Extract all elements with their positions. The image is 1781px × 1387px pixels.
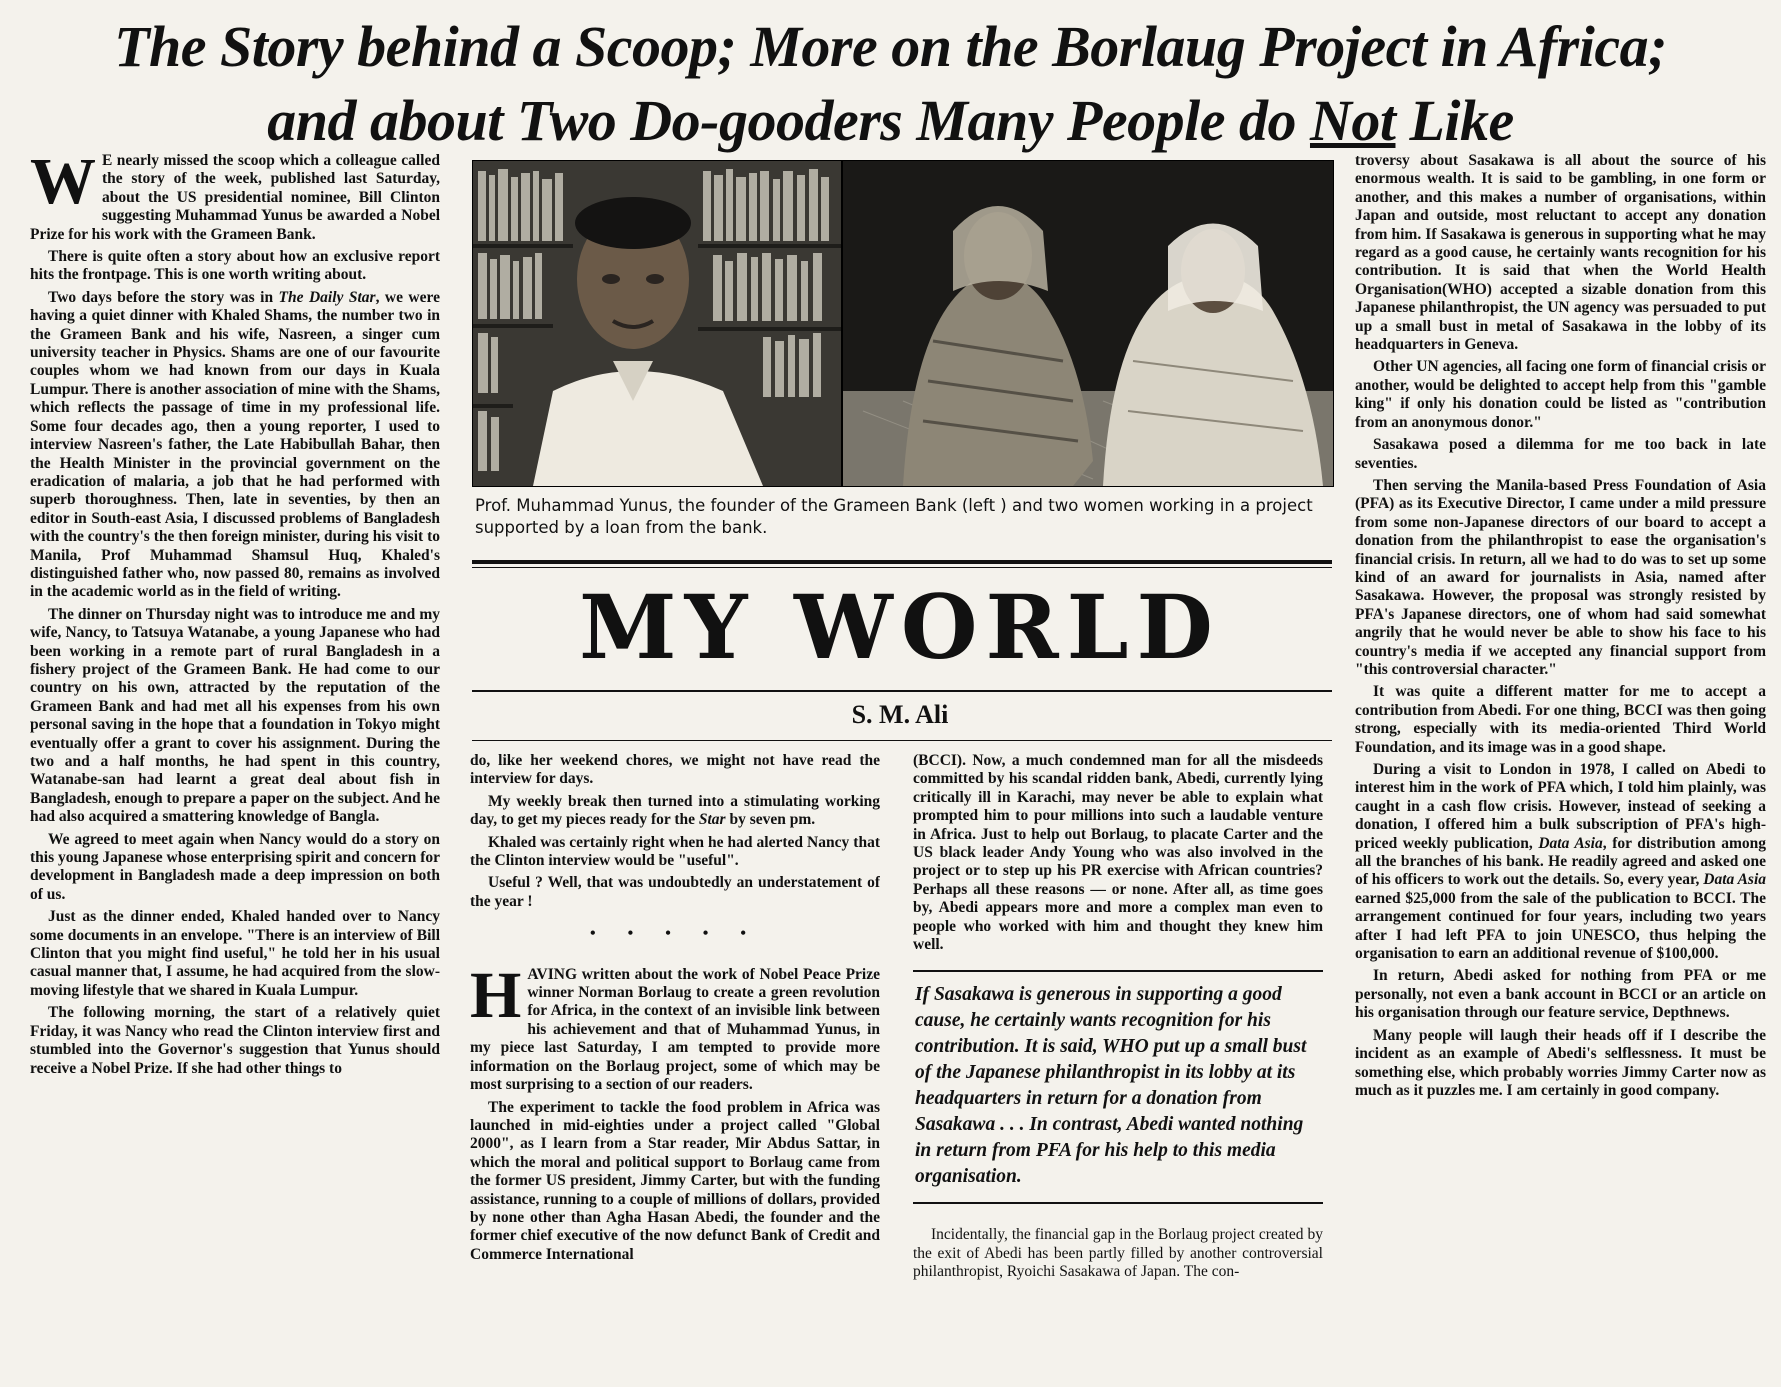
photo-caption: Prof. Muhammad Yunus, the founder of the Grameen Bank (left ) and two women working in a project supported by a loan from the bank. — [475, 496, 1313, 537]
photo-muhammad-yunus — [472, 160, 842, 487]
paragraph — [1355, 761, 1766, 963]
paragraph — [470, 958, 880, 1095]
paragraph — [30, 152, 440, 244]
photo-women-graphic — [843, 161, 1333, 486]
paragraph-text: AVING written about the work of Nobel Peace Prize winner Norman Borlaug to create a green revolution for Africa, in the context of an invisible link between his achievement and that of Muhammad Yunus, in my piece last Saturday, I am tempted to provide more information on the Borlaug project, some of which may be most surprising to a section of our readers. — [470, 965, 880, 1094]
paragraph: We agreed to meet again when Nancy would do a story on this young Japanese whose enterprising spirit and concern for development in Bangladesh made a deep impression on both of us. — [30, 830, 440, 903]
paragraph-text: Two days before the story was in — [48, 288, 279, 306]
paragraph-text: , for distribution among all the branches of his bank. He readily agreed and asked one of his officers to work out the details. So, every year, — [1355, 834, 1766, 889]
paragraph-text: E nearly missed the scoop which a colleague called the story of the week, published last Saturday, about the US presidential nominee, Bill Clinton suggesting Muhammad Yunus be awarded a Nobel Prize for his work with the Grameen Bank. — [30, 152, 440, 243]
paragraph-text: , we were having a quiet dinner with Khaled Shams, the number two in the Grameen Bank and his wife, Nasreen, a singer cum university teacher in Physics. Shams are one of our favourite couples whom we had known from our days in Kuala Lumpur. There is another association of mine with the Shams, which reflects the passage of time in my professional life. Some four decades ago, then a young reporter, I used to interview Nasreen's father, the Late Habibullah Bahar, then the Health Minister in the provincial government on the eradication of malaria, a job that he had performed with superb thoroughness. Then, late in seventies, by then an editor in South-east Asia, I discussed problems of Bangladesh with the country's the then foreign minister, during his visit to Manila, Prof Muhammad Shamsul Huq, Khaled's distinguished father who, now passed 80, remains as involved in the academic world as in the field of writing. — [30, 288, 440, 601]
section-separator: • • • • • — [589, 925, 760, 943]
article-column-1 — [30, 152, 440, 1380]
divider-byline — [472, 740, 1332, 741]
article-column-2 — [470, 752, 880, 1380]
paragraph: There is quite often a story about how an exclusive report hits the frontpage. This is one worth writing about. — [30, 248, 440, 284]
paragraph: Other UN agencies, all facing one form of financial crisis or another, would be delighted to accept help from this "gamble king" if only his donation could be listed as "contribution from an anonymous donor." — [1355, 358, 1766, 431]
publication-name: Data Asia — [1538, 834, 1603, 852]
paragraph: Just as the dinner ended, Khaled handed over to Nancy some documents in an envelope. "There is an interview of Bill Clinton that you might find useful," he told her in his usual casual manner that, I assume, he had acquired from the slow-moving lifestyle that we shared in Kuala Lumpur. — [30, 908, 440, 999]
drop-cap: W — [30, 152, 96, 218]
pull-quote: If Sasakawa is generous in supporting a good cause, he certainly wants recognition for his contribution. It is said, WHO put up a small bust of the Japanese philanthropist in its lobby at its headquarters in return for a donation from Sasakawa . . . In contrast, Abedi wanted nothing in return from PFA for his help to this media organisation. — [913, 970, 1323, 1204]
paragraph-text: My weekly break then turned into a stimulating working day, to get my pieces ready for the — [470, 792, 880, 829]
paragraph: In return, Abedi asked for nothing from PFA or me personally, not even a bank account in BCCI or an article on his organisation through our feature service, Depthnews. — [1355, 967, 1766, 1022]
divider-top-thin — [472, 567, 1332, 568]
paragraph: The experiment to tackle the food problem in Africa was launched in mid-eighties under a project called "Global 2000", as I learn from a Star reader, Mir Abdus Sattar, in which the moral and political support to Borlaug came from the former US president, Jimmy Carter, but with the funding assistance, running to a couple of millions of dollars, provided by none other than Agha Hasan Abedi, the founder and the former chief executive of the now defunct Bank of Credit and Commerce International — [470, 1098, 880, 1263]
headline-underlined-word: Not — [1309, 88, 1396, 153]
drop-cap: H — [470, 958, 522, 1032]
paragraph — [470, 793, 880, 830]
photo-yunus-graphic — [473, 161, 841, 486]
paragraph: do, like her weekend chores, we might not have read the interview for days. — [470, 752, 880, 788]
headline-line-2-end: Like — [1395, 88, 1514, 153]
paragraph-text: by seven pm. — [725, 811, 816, 829]
paragraph: Useful ? Well, that was undoubtedly an understatement of the year ! — [470, 874, 880, 910]
headline-line-1: The Story behind a Scoop; More on the Borlaug Project in Africa; — [114, 14, 1667, 79]
byline: S. M. Ali — [851, 700, 949, 729]
paragraph: Then serving the Manila-based Press Foundation of Asia (PFA) as its Executive Director, I came under a mild pressure from some non-Japanese directors of our board to accept a donation from the philanthropist to ease the organisation's financial crisis. In return, all we had to do was to set up some kind of an award for journalists in Asia, named after Sasakawa. However, the proposal was strongly resisted by PFA's Japanese directors, one of whom had said somewhat angrily that he would never be able to show his face to his country's media if we accepted any financial support from "this controversial character." — [1355, 476, 1766, 678]
paragraph-text: earned $25,000 from the sale of the publication to BCCI. The arrangement continued for four years, including two years after I had left PFA to join UNESCO, thus helping the organisation to earn an additional revenue of $100,000. — [1355, 889, 1766, 963]
photo-two-women-working — [842, 160, 1334, 487]
divider-bottom — [472, 690, 1332, 692]
paragraph: Many people will laugh their heads off if I describe the incident as an example of Abedi's selflessness. It must be something else, which probably worries Jimmy Carter now as much as it puzzles me. I am certainly in good company. — [1355, 1026, 1766, 1099]
newspaper-name: The Daily Star — [278, 288, 376, 306]
paragraph: The following morning, the start of a relatively quiet Friday, it was Nancy who read the Clinton interview first and stumbled into the Governor's suggestion that Yunus should receive a Nobel Prize. If she had other things to — [30, 1004, 440, 1077]
newspaper-name: Star — [698, 811, 726, 829]
headline-line-2-start: and about Two Do-gooders Many People do — [267, 88, 1310, 153]
paragraph: Sasakawa posed a dilemma for me too back in late seventies. — [1355, 436, 1766, 472]
paragraph: Khaled was certainly right when he had alerted Nancy that the Clinton interview would be "useful". — [470, 833, 880, 870]
headline — [20, 10, 1761, 158]
article-column-3 — [913, 752, 1323, 1380]
paragraph: It was quite a different matter for me to accept a contribution from Abedi. For one thing, BCCI was then going strong, especially with its media-oriented Third World Foundation, and its image was in a good shape. — [1355, 683, 1766, 756]
paragraph: (BCCI). Now, a much condemned man for all the misdeeds committed by his scandal ridden bank, Abedi, currently lying critically ill in Karachi, may never be able to explain what prompted him to pour millions into such a laudable venture in Africa. Just to help out Borlaug, to placate Carter and the US black leader Andy Young who was also involved in the project or to step up his PR exercise with African countries? Perhaps all these reasons — or none. After all, as time goes by, Abedi appears more and more a complex man even to people who worked with him and thought they knew him well. — [913, 752, 1323, 954]
divider-top — [472, 560, 1332, 564]
paragraph: Incidentally, the financial gap in the Borlaug project created by the exit of Abedi has been partly filled by another controversial philanthropist, Ryoichi Sasakawa of Japan. The con- — [913, 1226, 1323, 1281]
paragraph — [30, 289, 440, 602]
headline-line-2 — [20, 84, 1761, 158]
paragraph: The dinner on Thursday night was to introduce me and my wife, Nancy, to Tatsuya Watanabe, a young Japanese who had been working in a remote part of rural Bangladesh in a fishery project of the Grameen Bank. He had come to our country on his own, attracted by the reputation of the Grameen Bank and had met all his expenses from his own personal saving in the hope that a foundation in Tokyo might eventually offer a grant to cover his assignment. During the two and a half months, he had spent in this country, Watanabe-san had learnt a great deal about fish in Bangladesh, enough to prepare a paper on the subject. And he had also acquired a smattering knowledge of Bangla. — [30, 605, 440, 826]
paragraph: troversy about Sasakawa is all about the source of his enormous wealth. It is said to be gambling, in one form or another, and this makes a number of organisations, within Japan and outside, most reluctant to accept any donation from him. If Sasakawa is generous in supporting what he may regard as a good cause, he certainly wants recognition for his contribution. It is said that when the World Health Organisation(WHO) accepted a sizable donation from this Japanese philanthropist, the UN agency was persuaded to put up a small bust in metal of Sasakawa in the lobby of its headquarters in Geneva. — [1355, 152, 1766, 354]
column-title: MY WORLD — [579, 575, 1221, 679]
article-column-4 — [1355, 152, 1766, 1380]
publication-name: Data Asia — [1703, 871, 1766, 889]
paragraph-text: During a visit to London in 1978, I called on Abedi to interest him in the work of PFA which, I told him plainly, was caught in a cash flow crisis. However, instead of seeking a donation, I offered him a bulk subscription of PFA's high-priced weekly publication, — [1355, 761, 1766, 852]
